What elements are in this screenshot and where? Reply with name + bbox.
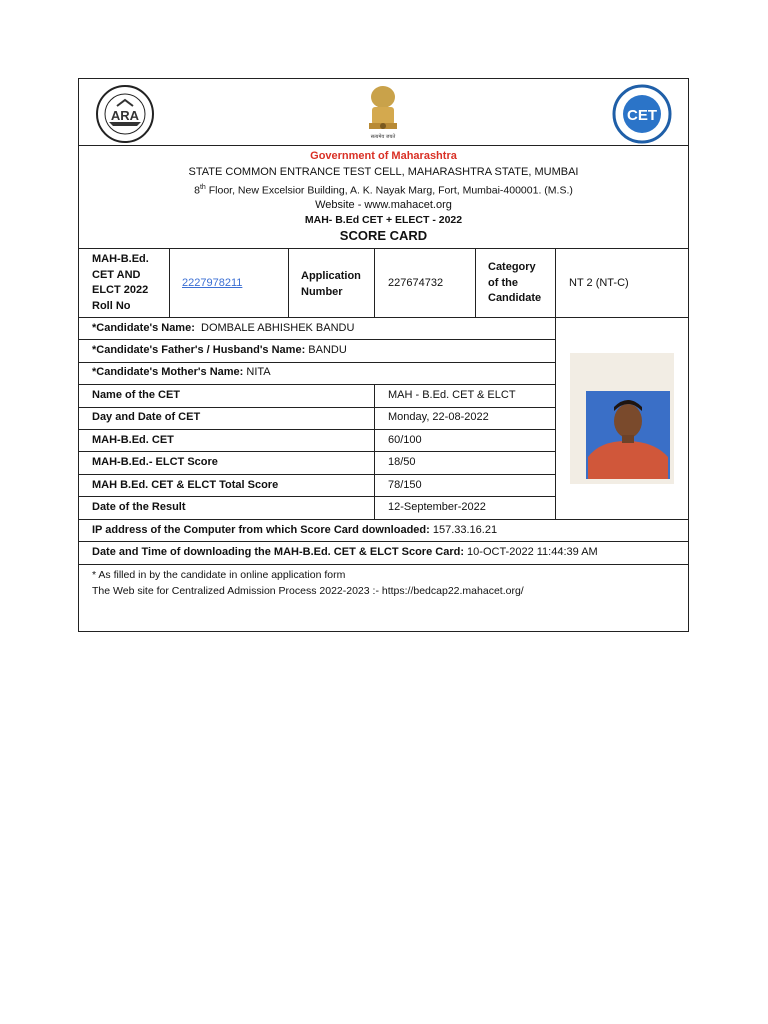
candidate-name-row [92, 321, 354, 335]
score-value: 78/150 [388, 479, 422, 491]
score-value: MAH - B.Ed. CET & ELCT [388, 389, 516, 401]
cell-name: STATE COMMON ENTRANCE TEST CELL, MAHARASHTRA STATE, MUMBAI [188, 166, 579, 178]
cet-logo-text: CET [627, 107, 657, 124]
roll-number-link[interactable]: 2227978211 [182, 277, 243, 289]
app-label-line2: Number [301, 286, 343, 298]
exam-name: MAH- B.Ed CET + ELECT - 2022 [304, 214, 463, 226]
app-label-line1: Application [301, 270, 361, 282]
application-number-label [301, 268, 361, 300]
score-label: MAH-B.Ed. CET [92, 434, 174, 446]
score-value: 12-September-2022 [388, 501, 486, 513]
address-text: Floor, New Excelsior Building, A. K. Nayak Marg, Fort, Mumbai-400001. (M.S.) [205, 184, 573, 197]
ara-logo-text: ARA [110, 108, 140, 123]
roll-label-line4: Roll No [92, 299, 131, 312]
download-time-label: Date and Time of downloading the MAH-B.Ed. CET & ELCT Score Card: [92, 546, 464, 558]
emblem-caption: सत्यमेव जयते [370, 134, 396, 140]
cat-label-line2: of the [488, 276, 518, 289]
download-time-row [92, 545, 598, 559]
father-name: BANDU [308, 344, 347, 356]
ip-label: IP address of the Computer from which Score Card downloaded: [92, 524, 430, 536]
score-value: 60/100 [388, 434, 422, 446]
mother-name: NITA [246, 366, 271, 378]
website: Website - www.mahacet.org [315, 199, 452, 211]
national-emblem-icon [363, 83, 403, 141]
cet-logo-icon [612, 84, 672, 144]
cat-label-line3: Candidate [488, 292, 542, 304]
floor-number: 8 [194, 184, 200, 197]
download-time: 10-OCT-2022 11:44:39 AM [467, 546, 598, 558]
mother-name-row [92, 365, 271, 379]
score-label: MAH-B.Ed.- ELCT Score [92, 456, 218, 468]
cap-website-note: The Web site for Centralized Admission Process 2022-2023 :- https://bedcap22.mahacet.org/ [92, 585, 524, 597]
candidate-name-label: *Candidate's Name: [92, 322, 195, 334]
score-label: Date of the Result [92, 501, 186, 513]
candidate-photo [570, 353, 674, 484]
candidate-name: DOMBALE ABHISHEK BANDU [201, 322, 355, 334]
roll-label-line3: ELCT 2022 [92, 284, 149, 296]
roll-no-label [92, 252, 149, 314]
father-name-row [92, 343, 347, 357]
floor-suffix: th [199, 184, 206, 191]
roll-label-line2: CET AND [92, 268, 141, 281]
cat-label-line1: Category [488, 261, 536, 273]
govt-heading: Government of Maharashtra [310, 150, 457, 162]
ip-address: 157.33.16.21 [432, 524, 498, 536]
ara-logo-icon [95, 84, 155, 144]
score-card-title: SCORE CARD [339, 228, 428, 243]
address [79, 181, 688, 198]
score-value: 18/50 [388, 456, 416, 468]
score-value: Monday, 22-08-2022 [388, 411, 489, 423]
category-value: NT 2 (NT-C) [569, 277, 629, 289]
category-label [488, 260, 541, 307]
footnote: * As filled in by the candidate in online application form [92, 569, 346, 581]
score-label: MAH B.Ed. CET & ELCT Total Score [92, 479, 279, 491]
score-card [78, 78, 689, 632]
score-label: Name of the CET [92, 389, 181, 401]
application-number: 227674732 [388, 277, 444, 289]
ip-row [92, 523, 497, 537]
score-label: Day and Date of CET [92, 411, 201, 423]
roll-label-line1: MAH-B.Ed. [92, 253, 149, 265]
mother-name-label: *Candidate's Mother's Name: [92, 366, 244, 378]
father-name-label: *Candidate's Father's / Husband's Name: [92, 344, 306, 356]
